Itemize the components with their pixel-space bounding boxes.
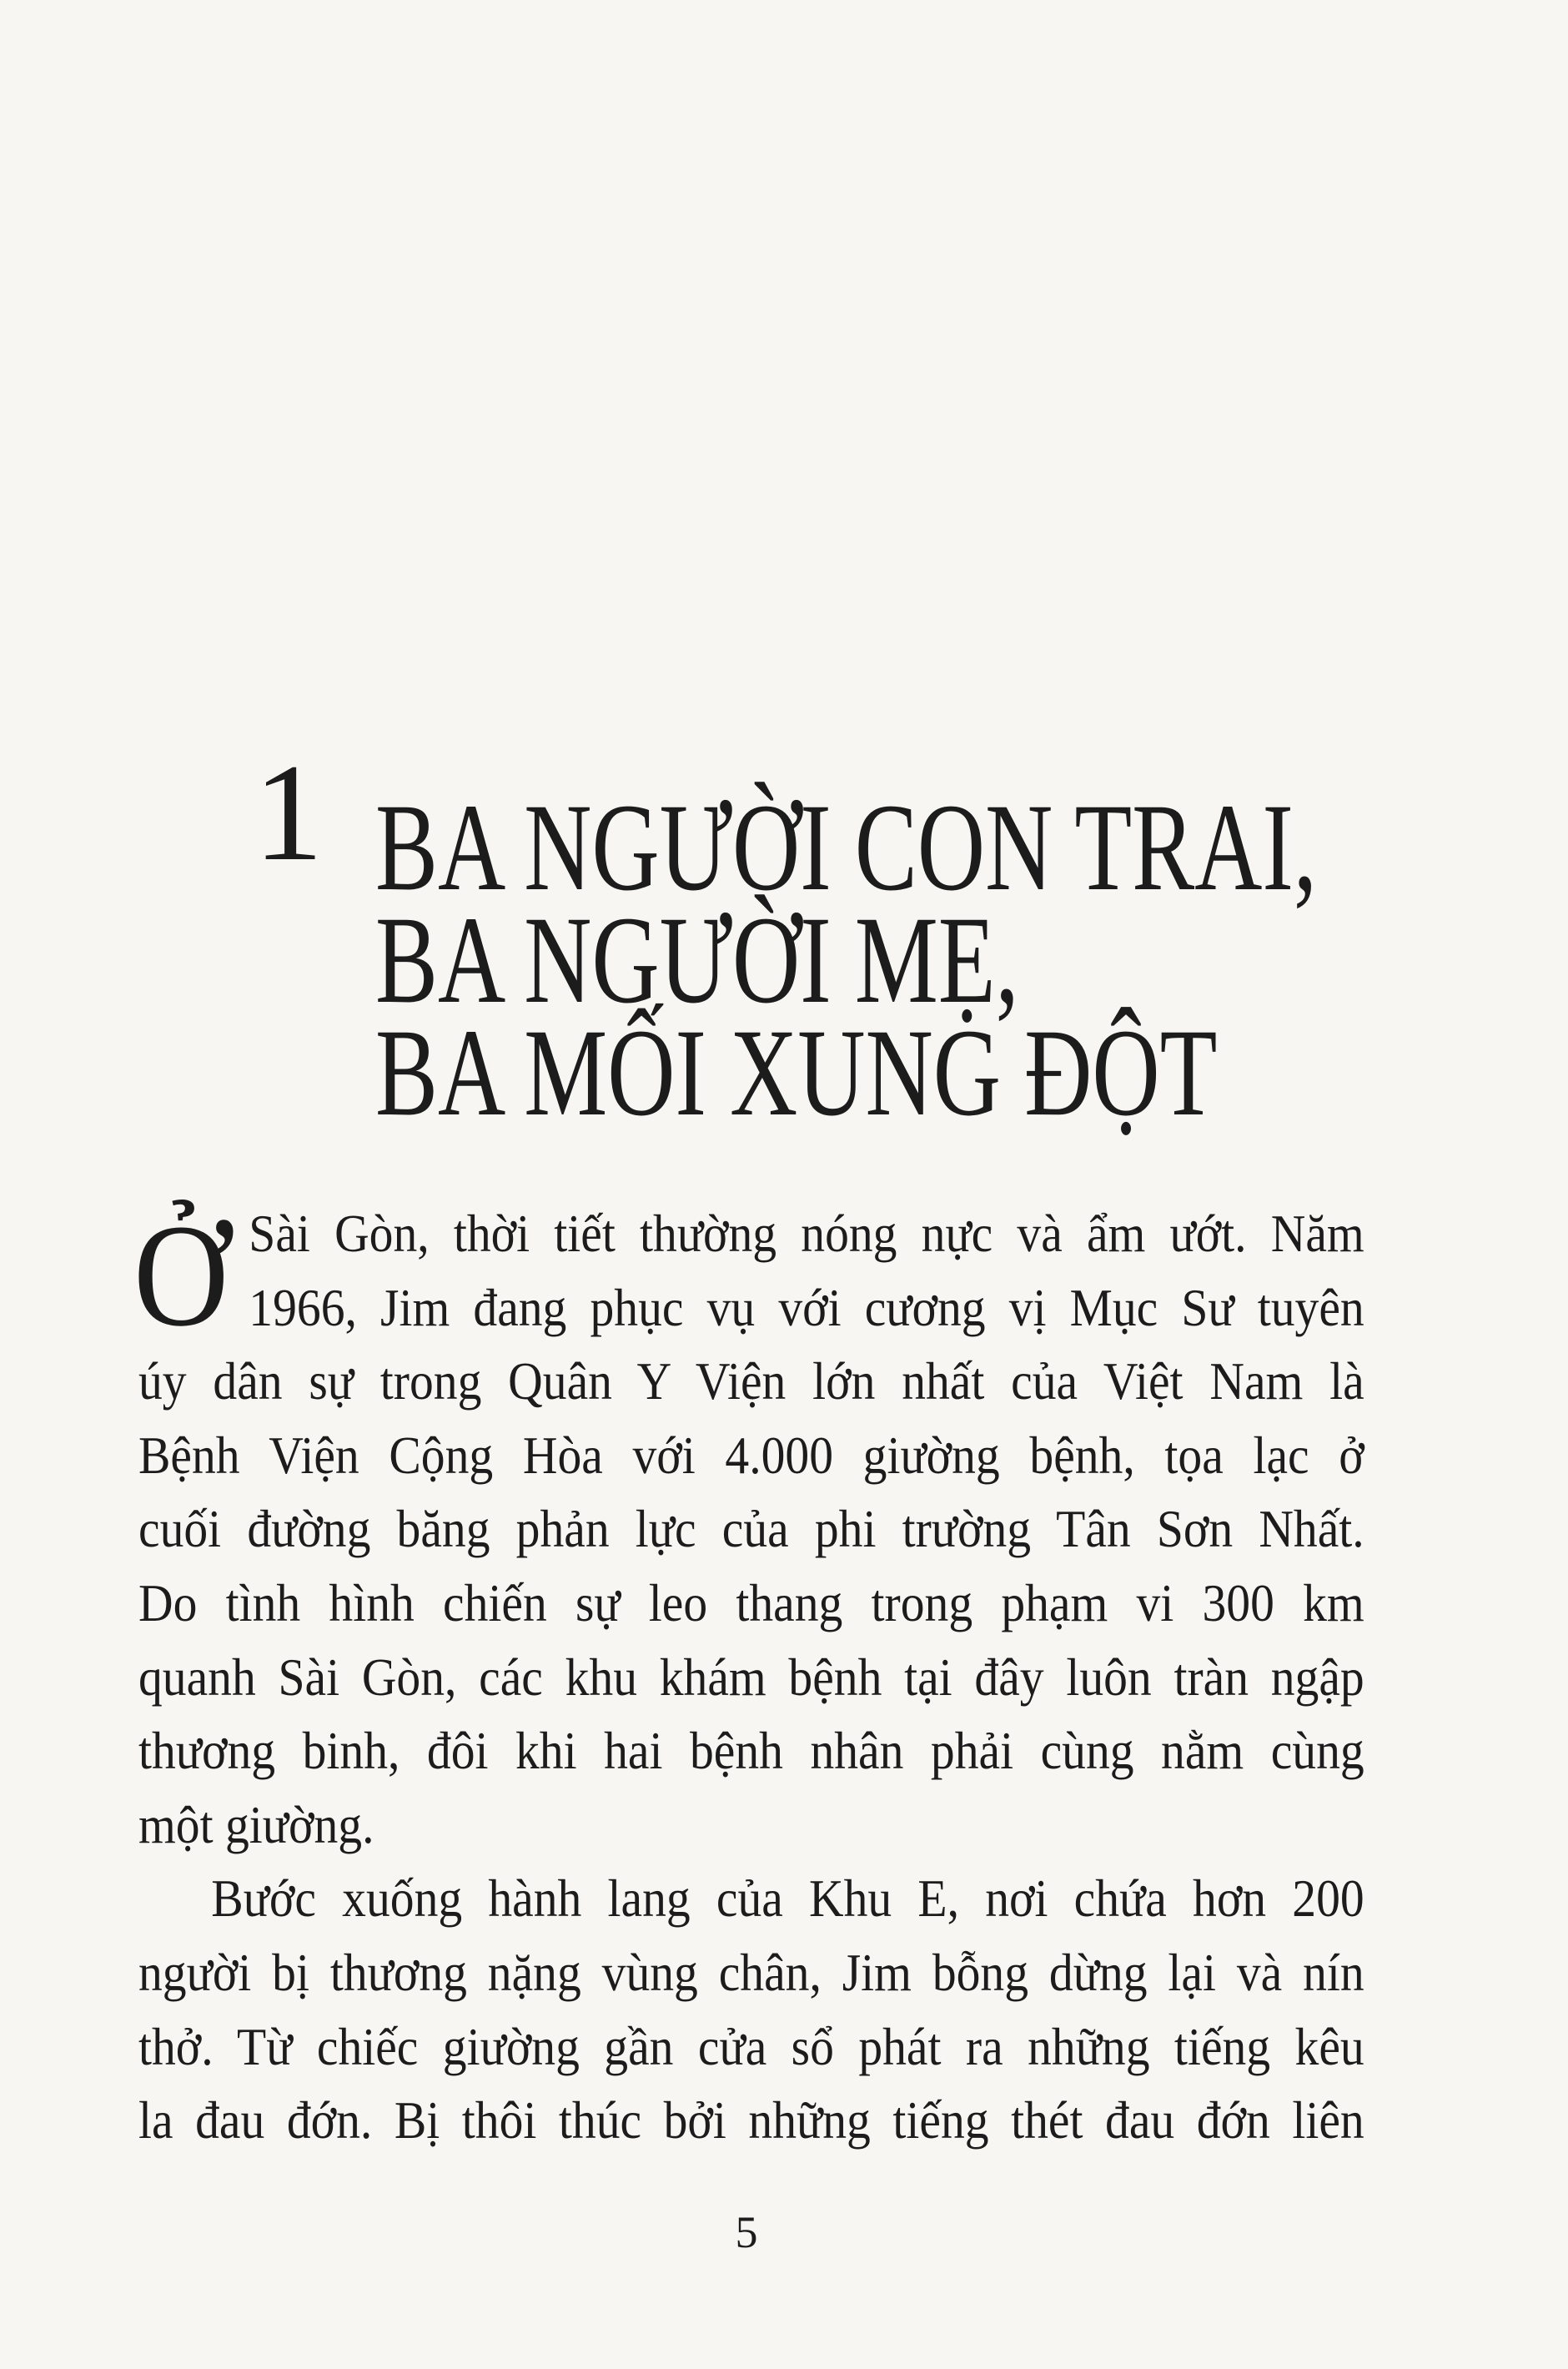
text-line: Bệnh Viện Cộng Hòa với 4.000 giường bệnh, tọa lạc ở (138, 1425, 1364, 1485)
text-line: thương binh, đôi khi hai bệnh nhân phải cùng nằm cùng (138, 1721, 1364, 1781)
chapter-title-line: BA NGƯỜI MẸ, (375, 891, 1019, 1029)
text-line: cuối đường băng phản lực của phi trường Tân Sơn Nhất. (138, 1499, 1364, 1559)
chapter-title-line: BA MỐI XUNG ĐỘT (375, 1003, 1218, 1142)
chapter-number: 1 (254, 736, 324, 890)
text-line: một giường. (138, 1794, 374, 1854)
text-line: úy dân sự trong Quân Y Viện lớn nhất của Việt Nam là (138, 1351, 1364, 1411)
text-line: người bị thương nặng vùng chân, Jim bỗng dừng lại và nín (138, 1942, 1364, 2002)
text-line: la đau đớn. Bị thôi thúc bởi những tiếng thét đau đớn liên (138, 2090, 1364, 2150)
text-line: Do tình hình chiến sự leo thang trong phạm vi 300 km (138, 1572, 1364, 1632)
drop-cap: Ở (133, 1195, 229, 1357)
body-text (138, 1197, 1364, 2158)
text-line: thở. Từ chiếc giường gần cửa sổ phát ra những tiếng kêu (138, 2016, 1364, 2076)
text-line: 1966, Jim đang phục vụ với cương vị Mục Sư tuyên (249, 1277, 1364, 1337)
page-number: 5 (735, 2207, 758, 2257)
text-line: quanh Sài Gòn, các khu khám bệnh tại đây luôn tràn ngập (138, 1647, 1364, 1707)
text-line: Bước xuống hành lang của Khu E, nơi chứa hơn 200 (211, 1869, 1364, 1929)
chapter-title-line: BA NGƯỜI CON TRAI, (375, 778, 1318, 917)
text-line: Sài Gòn, thời tiết thường nóng nực và ẩm ướt. Năm (249, 1204, 1364, 1263)
